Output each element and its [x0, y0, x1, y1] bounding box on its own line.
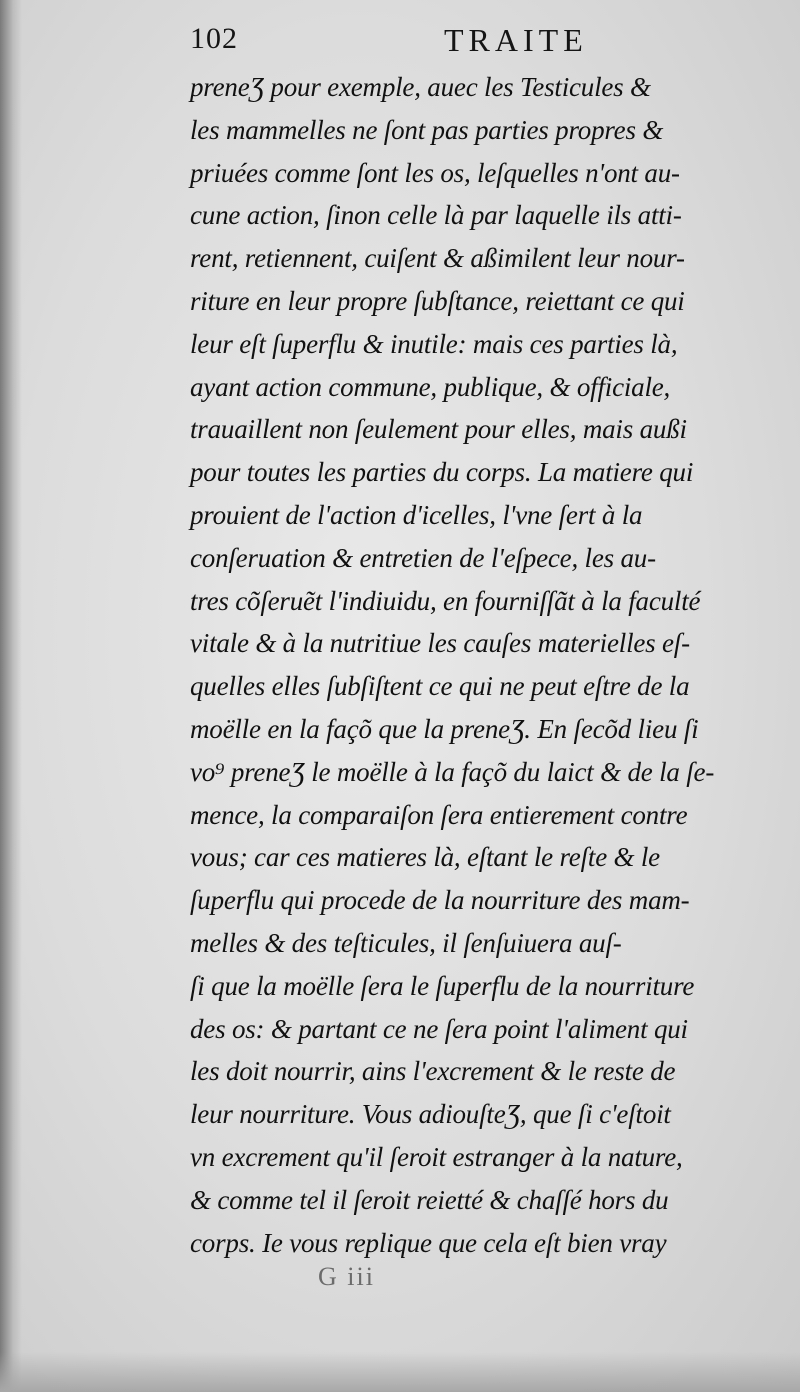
- text-line: leur eſt ſuperflu & inutile: mais ces parties là,: [190, 328, 678, 359]
- text-line: prouient de l'action d'icelles, l'vne ſert à la: [190, 499, 643, 530]
- text-line: conſeruation & entretien de l'eſpece, les au-: [190, 542, 656, 573]
- text-line: vous; car ces matieres là, eſtant le reſte & le: [190, 842, 660, 873]
- signature-mark: G iii: [318, 1262, 375, 1291]
- text-line: cune action, ſinon celle là par laquelle ils atti-: [190, 200, 682, 231]
- text-line: tres cõſeruẽt l'indiuidu, en fourniſſãt à la faculté: [190, 585, 701, 616]
- text-line: moëlle en la façõ que la preneƷ. En ſecõd lieu ſi: [190, 713, 699, 744]
- text-line: vitale & à la nutritiue les cauſes materielles eſ-: [190, 628, 690, 659]
- page-header: [190, 22, 610, 62]
- text-line: riture en leur propre ſubſtance, reiettant ce qui: [190, 285, 685, 316]
- text-line: preneƷ pour exemple, auec les Testicules &: [190, 72, 651, 102]
- text-line: des os: & partant ce ne ſera point l'aliment qui: [190, 1013, 688, 1044]
- text-line: pour toutes les parties du corps. La matiere qui: [190, 457, 694, 488]
- page-bottom-shadow: [0, 1352, 800, 1392]
- page-left-shadow: [0, 0, 22, 1392]
- text-line: vo⁹ preneƷ le moëlle à la façõ du laict & de la ſe-: [190, 756, 715, 787]
- text-line: ſuperflu qui procede de la nourriture des mam-: [190, 885, 690, 916]
- body-text: [190, 66, 770, 1264]
- running-title: TRAITE: [444, 22, 588, 58]
- text-line: ſi que la moëlle ſera le ſuperflu de la nourriture: [190, 970, 695, 1001]
- text-line: priuées comme ſont les os, leſquelles n'ont au-: [190, 157, 680, 188]
- text-line: mence, la comparaiſon ſera entierement contre: [190, 799, 688, 830]
- text-line: leur nourriture. Vous adiouſteƷ, que ſi c'eſtoit: [190, 1099, 671, 1130]
- text-line: quelles elles ſubſiſtent ce qui ne peut eſtre de la: [190, 671, 690, 702]
- text-line: les mammelles ne ſont pas parties propres &: [190, 114, 664, 145]
- text-line: trauaillent non ſeulement pour elles, mais außi: [190, 414, 687, 445]
- text-line: corps. Ie vous replique que cela eſt bien vray: [190, 1227, 667, 1258]
- text-line: les doit nourrir, ains l'excrement & le reste de: [190, 1056, 676, 1087]
- page-number: 102: [190, 22, 238, 55]
- text-line: vn excrement qu'il ſeroit estranger à la nature,: [190, 1141, 683, 1172]
- text-line: & comme tel il ſeroit reietté & chaſſé hors du: [190, 1184, 669, 1215]
- text-line: melles & des teſticules, il ſenſuiuera auſ-: [190, 927, 622, 958]
- text-line: ayant action commune, publique, & officiale,: [190, 371, 671, 402]
- text-line: rent, retiennent, cuiſent & aßimilent leur nour-: [190, 243, 685, 274]
